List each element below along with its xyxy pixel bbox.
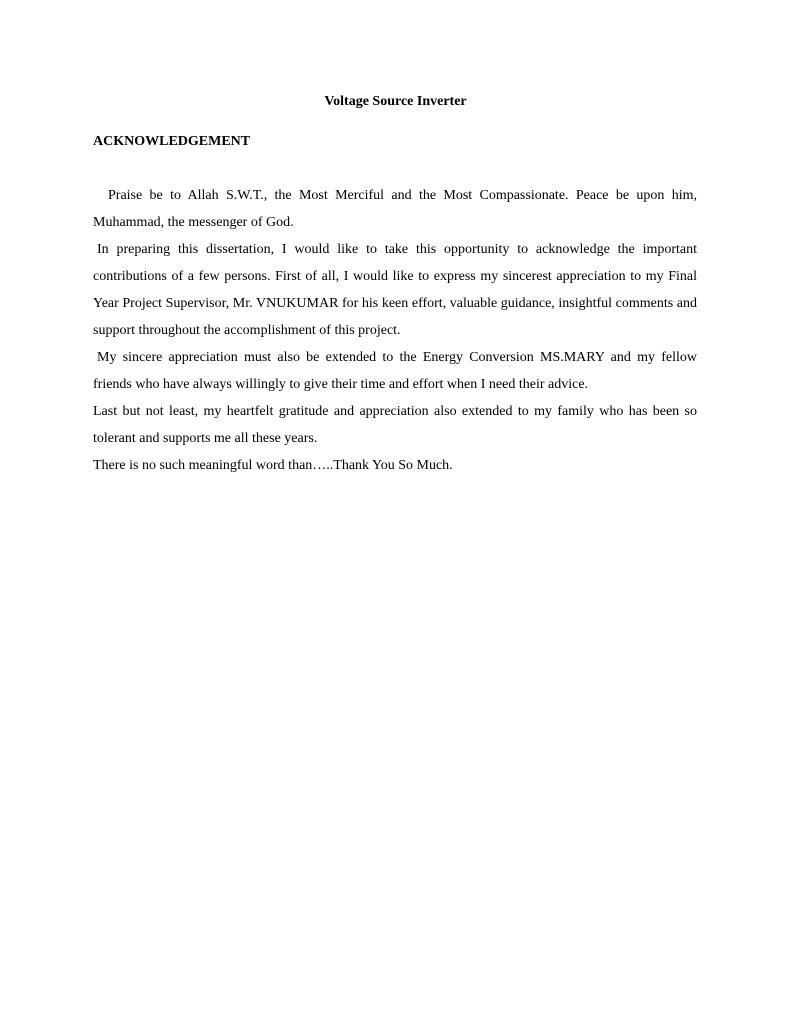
paragraph-closing: There is no such meaningful word than…..Thank You So Much. — [93, 458, 453, 473]
paragraph-supervisor: In preparing this dissertation, I would like to take this opportunity to acknowledge the important contributions of a few persons. First of all, I would like to express my sincerest appreciation to my Final Year Project Supervisor, Mr. VNUKUMAR for his keen effort, valuable guidance, insightful comments and support throughout the accomplishment of this project. — [93, 242, 697, 338]
page-header-title: Voltage Source Inverter — [324, 94, 467, 109]
paragraph-family: Last but not least, my heartfelt gratitude and appreciation also extended to my family who has been so tolerant and supports me all these years. — [93, 404, 697, 446]
paragraph-friends: My sincere appreciation must also be extended to the Energy Conversion MS.MARY and my fellow friends who have always willingly to give their time and effort when I need their advice. — [93, 350, 697, 392]
section-heading: ACKNOWLEDGEMENT — [93, 134, 251, 149]
acknowledgement-body — [93, 182, 697, 479]
paragraph-praise: Praise be to Allah S.W.T., the Most Merciful and the Most Compassionate. Peace be upon him, Muhammad, the messenger of God. — [93, 188, 697, 230]
